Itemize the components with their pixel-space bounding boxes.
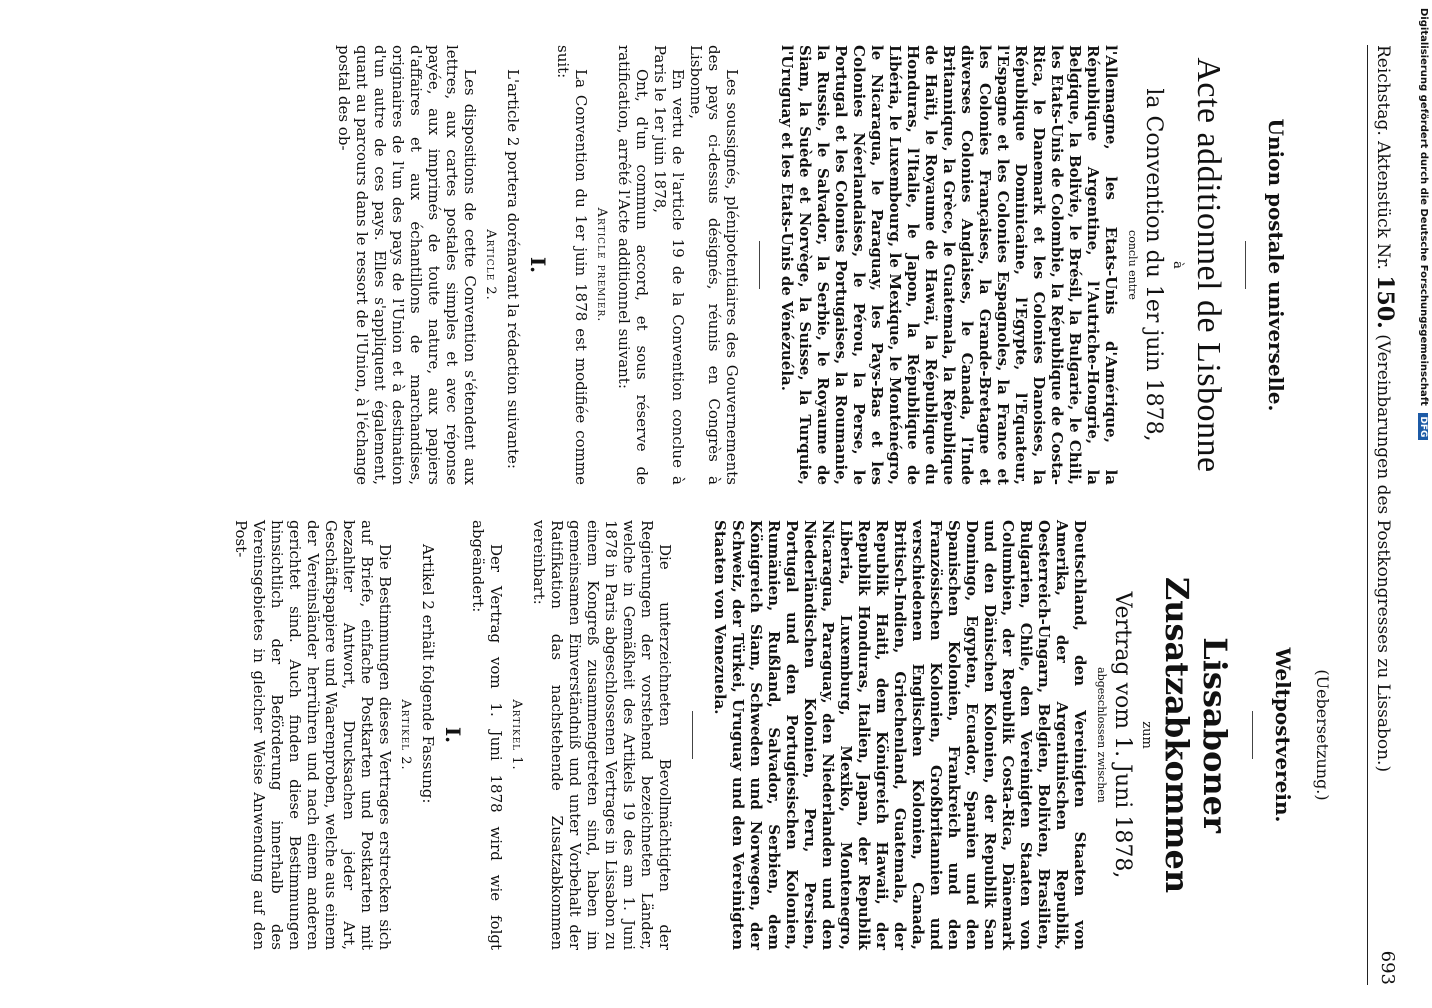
union-heading: Weltpostverein. <box>1271 647 1295 823</box>
union-heading: Union postale universelle. <box>1264 118 1288 412</box>
translation-note: (Uebersetzung.) <box>1313 669 1332 801</box>
article-heading: Artikel 1. <box>509 699 524 771</box>
document-number: 150. <box>1372 275 1398 329</box>
credit-text: Digitalisierung gefördert durch die Deutsche Forschungsgemeinschaft <box>1418 8 1429 406</box>
convention-line: Vertrag vom 1. Juni 1878, <box>1110 591 1135 879</box>
paragraph: Les dispositions de cette Convention s'étendent aux lettres, aux cartes postales simples et avec réponse payée, aux imprimés de toute nature, aux papiers d'affaires et aux échantillons de marchandises, originaires de l'un des pays de l'Union et à destination d'un autre de ces pays. Elles s'appliquent également, quant au parcours dans le ressort de l'Union, à l'échange postal des ob- <box>335 45 479 485</box>
paragraph: L'article 2 portera dorénavant la rédaction suivante: <box>504 69 522 469</box>
document-title: Lissaboner Zusatzabkommen <box>1158 576 1234 894</box>
german-column <box>68 520 1348 950</box>
paragraph: Die unterzeichneten Bevollmächtigten der Regierungen der vorstehend bezeichneten Länder, welche in Gemäßheit des Artikels 19 des am 1. Juni 1878 in Paris abgeschlossenen Vertrages in Lissabon zu einem Kongreß zusammengetreten sind, haben im gemeinsamen Einverständniß und unter Vorbehalt der Ratifikation das nachstehende Zusatzabkommen vereinbart: <box>530 520 674 950</box>
concluded-between: abgeschlossen zwischen <box>1095 667 1108 803</box>
paragraph: La Convention du 1er juin 1878 est modifiée comme suit: <box>554 45 590 485</box>
document-title: Acte additionnel de Lisbonne <box>1190 57 1227 473</box>
digitization-credit <box>1410 0 1432 1000</box>
paragraph: Der Vertrag vom 1. Juni 1878 wird wie folgt abgeändert: <box>469 520 505 950</box>
running-head-title: Reichstag. Aktenstück Nr. 150. (Vereinbarungen des Postkongresses zu Lissabon.) <box>1372 45 1398 773</box>
parties-list: l'Allemagne, les Etats-Unis d'Amérique, la République Argentine, l'Autriche-Hongrie, la Belgique, la Bolivie, le Brésil, la Bulgarie, le Chili, les Etats-Unis de Colombie, la République de Costa-Rica, le Danemark et les Colonies Danoises, la République Dominicaine, l'Egypte, l'Equateur, l'Espagne et les Colonies Espagnoles, la France et les Colonies Françaises, la Grande-Bretagne et diverses Colonies Anglaises, le Canada, l'Inde Britannique, la Grèce, le Guatemala, la République de Haïti, le Royaume de Hawaï, la République du Honduras, l'Italie, le Japon, la République de Libéria, le Luxembourg, le Mexique, le Monténégro, le Nicaragua, le Paraguay, les Pays-Bas et les Colonies Néerlandaises, le Pérou, la Perse, le Portugal et les Colonies Portugaises, la Roumanie, la Russie, le Salvador, la Serbie, le Royaume de Siam, la Suède et Norvège, la Suisse, la Turquie, l'Uruguay et les Etats-Unis de Vénézuéla. <box>778 45 1120 485</box>
title-connector: zum <box>1139 721 1154 749</box>
french-column <box>68 45 1348 485</box>
concluded-between: conclu entre <box>1126 230 1139 300</box>
divider <box>1245 241 1246 289</box>
divider <box>692 711 693 759</box>
article-heading: Article 2. <box>483 229 498 301</box>
paragraph: Die Bestimmungen dieses Vertrages erstrecken sich auf Briefe, einfache Postkarten und Postkarten mit bezahlter Antwort, Drucksachen jeder Art, Geschäftspapiere und Waarenproben, welche aus einem der Vereinsländer herrühren und nach einem anderen gerichtet sind. Auch finden diese Bestimmungen hinsichtlich der Beförderung innerhalb des Vereinsgebietes in gleicher Weise Anwendung auf den Post- <box>232 520 394 950</box>
paragraph: Ont, d'un commun accord, et sous réserve de ratification, arrêté l'Acte additionnel suivant: <box>615 45 651 485</box>
parties-list: Deutschland, den Vereinigten Staaten von Amerika, der Argentinischen Republik, Oesterreich-Ungarn, Belgien, Bolivien, Brasilien, Bulgarien, Chile, den Vereinigten Staaten von Columbien, der Republik Costa-Rica, Dänemark und den Dänischen Kolonien, der Republik San Domingo, Egypten, Ecuador, Spanien und den Spanischen Kolonien, Frankreich und den Französischen Kolonien, Großbritannien und verschiedenen Englischen Kolonien, Canada, Britisch-Indien, Griechenland, Guatemala, der Republik Haiti, dem Königreich Hawaii, der Republik Honduras, Italien, Japan, der Republik Liberia, Luxemburg, Mexiko, Montenegro, Nicaragua, Paraguay, den Niederlanden und den Niederländischen Kolonien, Peru, Persien, Portugal und den Portugiesischen Kolonien, Rumänien, Rußland, Salvador, Serbien, dem Königreich Siam, Schweden und Norwegen, der Schweiz, der Türkei, Uruguay und den Vereinigten Staaten von Venezuela. <box>711 520 1089 950</box>
section-numeral: I. <box>526 256 550 274</box>
article-heading: Artikel 2. <box>398 699 413 771</box>
running-head <box>1367 45 1402 985</box>
page-number: 693 <box>1377 950 1398 985</box>
paragraph: En vertu de l'article 19 de la Convention conclue à Paris le 1er juin 1878, <box>651 45 687 485</box>
paragraph: Les soussignés, plénipotentiaires des Gouvernements des pays ci-dessus désignés, réunis en Congrès à Lisbonne, <box>687 45 741 485</box>
dfg-logo: DFG <box>1418 413 1428 440</box>
divider <box>1252 711 1253 759</box>
convention-line: la Convention du 1er juin 1878, <box>1141 88 1166 442</box>
section-numeral: I. <box>441 726 465 744</box>
article-heading: Article premier. <box>594 207 609 323</box>
paragraph: Artikel 2 erhält folgende Fassung: <box>419 544 437 804</box>
title-connector: à <box>1170 261 1185 269</box>
divider <box>759 241 760 289</box>
